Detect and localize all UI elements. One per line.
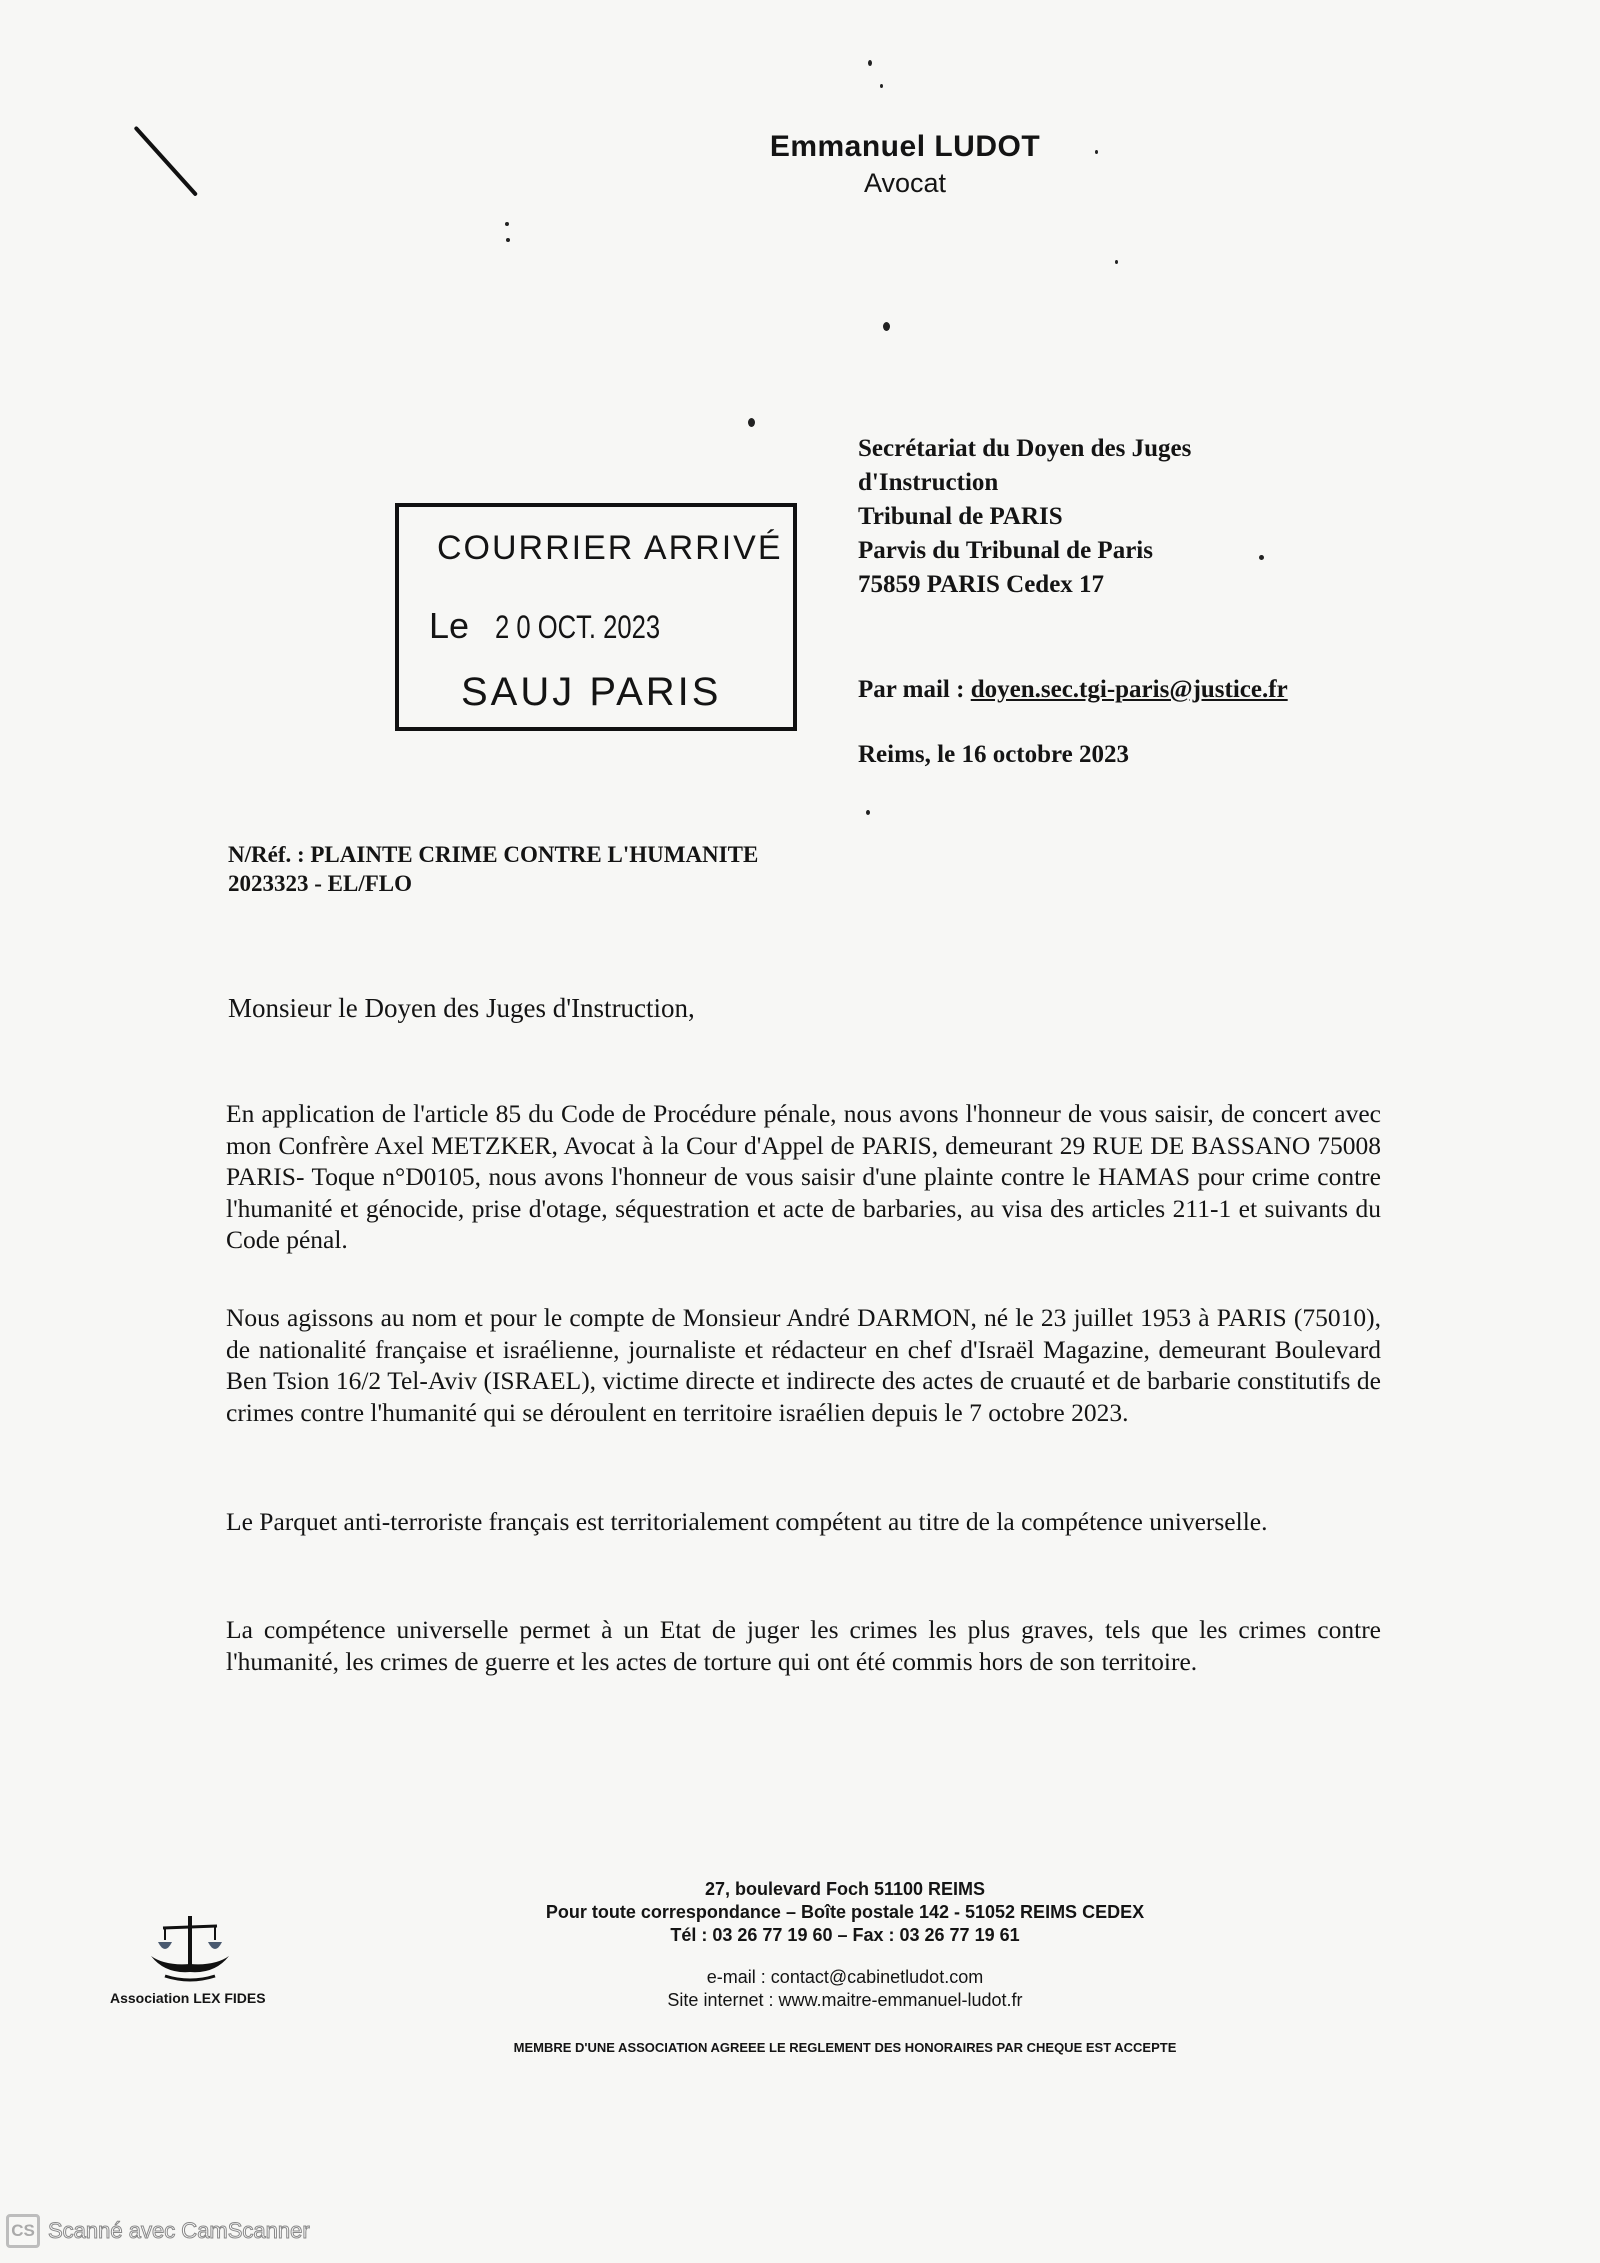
scan-speck <box>1115 260 1118 264</box>
footer-notice: MEMBRE D'UNE ASSOCIATION AGREEE LE REGLEMENT DES HONORAIRES PAR CHEQUE EST ACCEPTE <box>513 2040 1177 2055</box>
salutation: Monsieur le Doyen des Juges d'Instruction, <box>228 993 695 1023</box>
recipient-line: Tribunal de PARIS <box>858 503 1063 530</box>
footer-email: e-mail : contact@cabinetludot.com <box>706 1967 984 1987</box>
stamp-le: Le <box>429 605 470 646</box>
camscanner-logo-icon: CS <box>6 2214 40 2248</box>
footer-website: Site internet : www.maitre-emmanuel-ludot.fr <box>667 1990 1023 2010</box>
reference-line1: N/Réf. : PLAINTE CRIME CONTRE L'HUMANITE <box>228 842 759 867</box>
body-paragraph: En application de l'article 85 du Code de Procédure pénale, nous avons l'honneur de vous saisir, de concert avec mon Confrère Axel METZKER, Avocat à la Cour d'Appel de PARIS, demeurant 29 RUE DE BASSANO 75008 PARIS- Toque n°D0105, nous avons l'honneur de vous saisir d'une plainte contre le HAMAS pour crime contre l'humanité et génocide, prise d'otage, séquestration et acte de barbaries, au visa des articles 211-1 et suivants du Code pénal. <box>226 1099 1381 1254</box>
recipient-line: Secrétariat du Doyen des Juges <box>858 435 1192 462</box>
scan-speck <box>1095 150 1098 154</box>
scan-speck <box>1259 555 1264 560</box>
footer-address: 27, boulevard Foch 51100 REIMS <box>704 1879 986 1899</box>
footer-phone: Tél : 03 26 77 19 60 – Fax : 03 26 77 19 61 <box>670 1925 1020 1945</box>
place-date: Reims, le 16 octobre 2023 <box>858 741 1130 768</box>
scan-speck <box>506 238 510 242</box>
lawyer-name: Emmanuel LUDOT <box>769 130 1041 163</box>
received-stamp <box>395 503 797 731</box>
reference <box>228 840 758 898</box>
stamp-line1: COURRIER ARRIVÉ <box>437 529 783 567</box>
recipient-line: 75859 PARIS Cedex 17 <box>858 571 1105 598</box>
stamp-date: 2 0 OCT. 2023 <box>495 609 661 645</box>
footer-correspondence: Pour toute correspondance – Boîte postale 142 - 51052 REIMS CEDEX <box>545 1902 1145 1922</box>
logo-text: Association LEX FIDES <box>110 1990 266 2006</box>
stamp-date-line <box>429 605 701 647</box>
stamp-line3: SAUJ PARIS <box>461 670 722 714</box>
body-paragraph: Le Parquet anti-terroriste français est territorialement compétent au titre de la compétence universelle. <box>226 1507 1268 1536</box>
recipient-line: d'Instruction <box>858 469 999 496</box>
recipient-line: Parvis du Tribunal de Paris <box>858 537 1153 564</box>
scan-speck <box>868 60 872 66</box>
association-logo <box>100 1912 300 2006</box>
mail-line <box>858 676 1288 704</box>
camscanner-watermark <box>6 2214 310 2248</box>
scan-speck <box>505 222 509 226</box>
scan-speck <box>883 322 890 331</box>
mail-address-link[interactable]: doyen.sec.tgi-paris@justice.fr <box>970 676 1288 703</box>
scales-of-justice-icon <box>145 1912 235 1984</box>
recipient-address <box>858 432 1191 602</box>
lawyer-title: Avocat <box>863 168 947 198</box>
scan-speck <box>748 418 755 427</box>
body-paragraph: La compétence universelle permet à un Etat de juger les crimes les plus graves, tels que les crimes contre l'humanité, les crimes de guerre et les actes de torture qui ont été commis hors de son territoire. <box>226 1615 1381 1676</box>
body-paragraph: Nous agissons au nom et pour le compte de Monsieur André DARMON, né le 23 juillet 1953 à PARIS (75010), de nationalité française et israélienne, journaliste et rédacteur en chef d'Israël Magazine, demeurant Boulevard Ben Tsion 16/2 Tel-Aviv (ISRAEL), victime directe et indirecte des actes de cruauté et de barbarie constitutifs de crimes contre l'humanité qui se déroulent en territoire israélien depuis le 7 octobre 2023. <box>226 1303 1381 1427</box>
scan-speck <box>880 84 883 88</box>
mail-label: Par mail : <box>858 676 965 703</box>
camscanner-text: Scanné avec CamScanner <box>48 2218 310 2243</box>
reference-line2: 2023323 - EL/FLO <box>228 871 413 896</box>
scan-speck <box>866 810 870 815</box>
